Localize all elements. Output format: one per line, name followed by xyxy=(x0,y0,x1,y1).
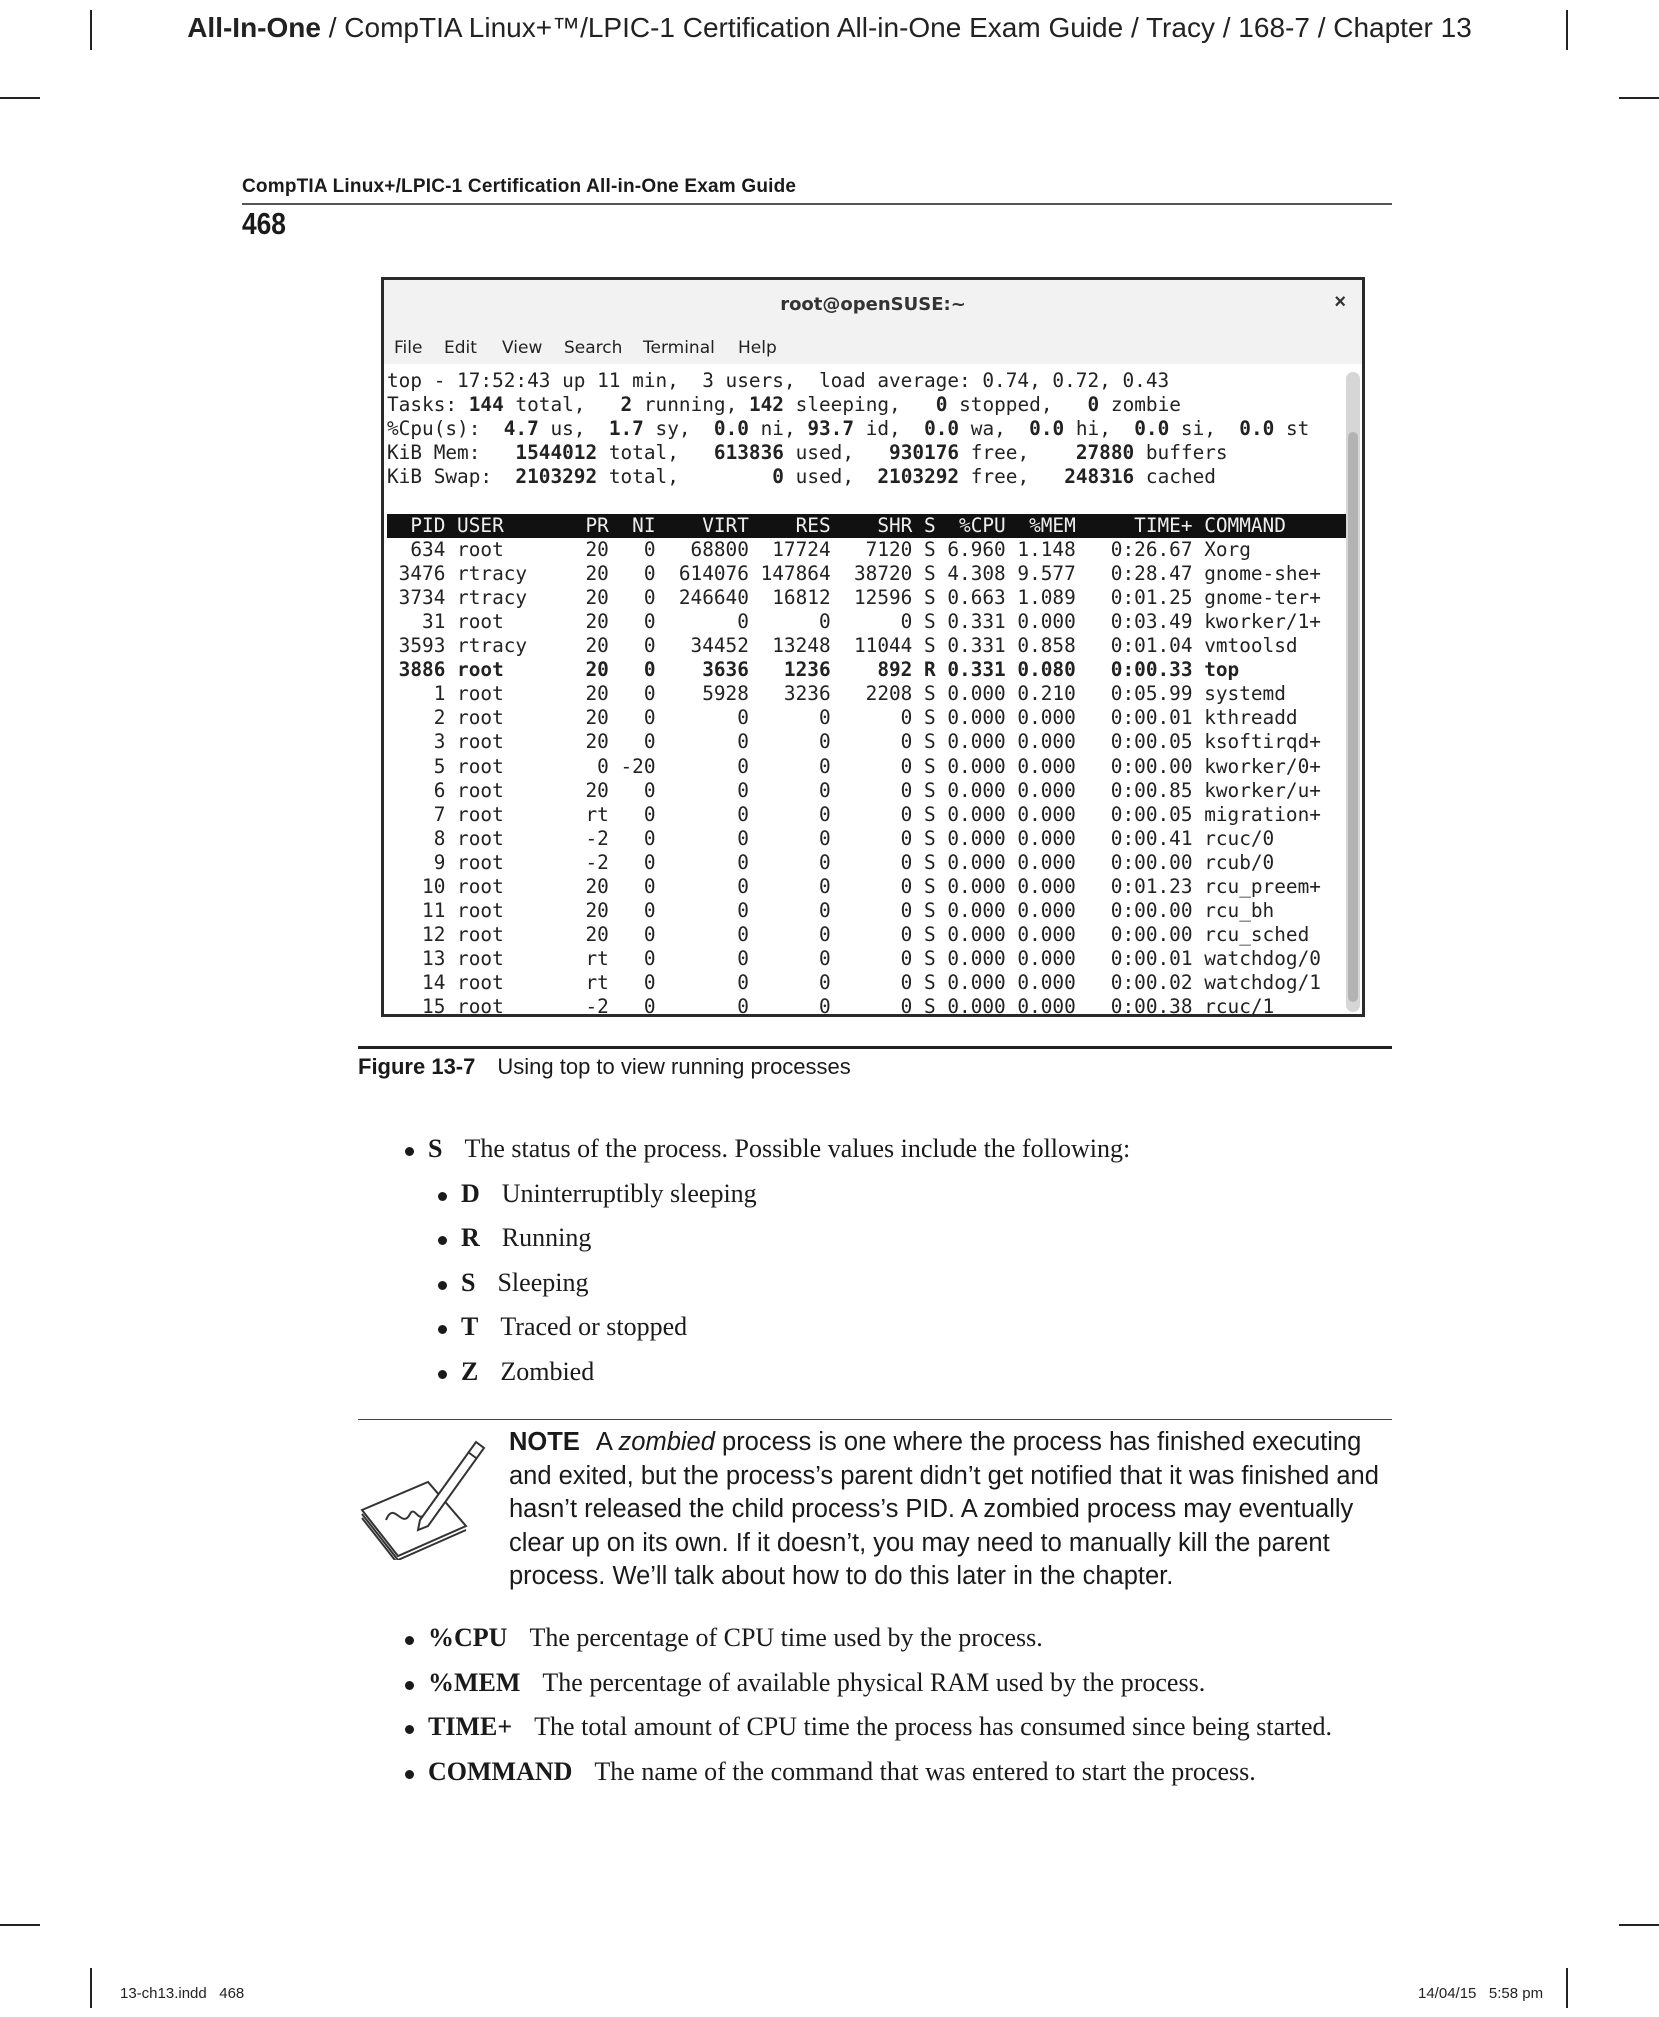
close-icon[interactable]: × xyxy=(1334,291,1346,313)
terminal-titlebar xyxy=(384,280,1362,330)
list-item xyxy=(405,1623,1043,1653)
slug-date: 14/04/15 5:58 pm xyxy=(1418,1985,1544,2002)
running-head xyxy=(0,12,1659,44)
menu-view[interactable]: View xyxy=(502,338,543,358)
process-row: 11 root 20 0 0 0 0 S 0.000 0.000 0:00.00 rcu_bh xyxy=(387,899,1333,923)
term-desc: Sleeping xyxy=(497,1268,589,1297)
list-item xyxy=(405,1757,1256,1787)
scrollbar[interactable] xyxy=(1346,372,1360,1012)
term: TIME+ xyxy=(428,1712,513,1741)
process-row: 3734 rtracy 20 0 246640 16812 12596 S 0.663 1.089 0:01.25 gnome-ter+ xyxy=(387,585,1333,609)
term: T xyxy=(461,1312,479,1341)
process-row: 2 root 20 0 0 0 0 S 0.000 0.000 0:00.01 kthreadd xyxy=(387,706,1333,730)
tasks-line: Tasks: 144 total, 2 running, 142 sleeping, 0 stopped, 0 zombie xyxy=(387,393,1181,417)
bullet-icon xyxy=(438,1236,447,1245)
process-table-header: PID USER PR NI VIRT RES SHR S %CPU %MEM TIME+ COMMAND xyxy=(387,514,1347,538)
crop-mark xyxy=(1566,1968,1568,2008)
process-row: 12 root 20 0 0 0 0 S 0.000 0.000 0:00.00 rcu_sched xyxy=(387,923,1333,947)
book-title: CompTIA Linux+/LPIC-1 Certification All-in-One Exam Guide xyxy=(242,176,797,197)
bullet-icon xyxy=(405,1770,414,1779)
term: S xyxy=(461,1268,476,1297)
process-row: 13 root rt 0 0 0 0 S 0.000 0.000 0:00.01 watchdog/0 xyxy=(387,947,1333,971)
blank-line xyxy=(387,489,1347,513)
process-row: 634 root 20 0 68800 17724 7120 S 6.960 1.148 0:26.67 Xorg xyxy=(387,537,1333,561)
crop-mark xyxy=(90,1968,92,2008)
process-row: 14 root rt 0 0 0 0 S 0.000 0.000 0:00.02 watchdog/1 xyxy=(387,971,1333,995)
term-desc: The percentage of available physical RAM used by the process. xyxy=(542,1668,1206,1697)
term-desc: Uninterruptibly sleeping xyxy=(501,1179,757,1208)
process-row: 10 root 20 0 0 0 0 S 0.000 0.000 0:01.23 rcu_preem+ xyxy=(387,874,1333,898)
scrollbar-thumb[interactable] xyxy=(1348,432,1358,1002)
process-row: 3476 rtracy 20 0 614076 147864 38720 S 4.308 9.577 0:28.47 gnome-she+ xyxy=(387,561,1333,585)
process-row: 9 root -2 0 0 0 0 S 0.000 0.000 0:00.00 rcub/0 xyxy=(387,850,1333,874)
figure-label: Figure 13-7 xyxy=(358,1054,476,1079)
process-row: 15 root -2 0 0 0 0 S 0.000 0.000 0:00.38 rcuc/1 xyxy=(387,995,1333,1019)
crop-mark xyxy=(0,97,40,99)
term: %CPU xyxy=(428,1623,508,1652)
term: R xyxy=(461,1223,480,1252)
list-item xyxy=(405,1668,1205,1698)
list-item xyxy=(438,1268,588,1298)
slug-file: 13-ch13.indd 468 xyxy=(120,1985,245,2002)
terminal-title: root@openSUSE:~ xyxy=(780,294,966,315)
process-table-body xyxy=(387,538,1347,1020)
swap-line: KiB Swap: 2103292 total, 0 used, 2103292 free, 248316 cached xyxy=(387,465,1216,489)
list-item xyxy=(405,1712,1332,1742)
menu-search[interactable]: Search xyxy=(564,338,623,358)
process-row: 8 root -2 0 0 0 0 S 0.000 0.000 0:00.41 rcuc/0 xyxy=(387,826,1333,850)
figure-caption xyxy=(358,1054,851,1080)
uptime-line: top - 17:52:43 up 11 min, 3 users, load average: 0.74, 0.72, 0.43 xyxy=(387,369,1170,392)
crop-mark xyxy=(1619,1924,1659,1926)
process-row: 3886 root 20 0 3636 1236 892 R 0.331 0.080 0:00.33 top xyxy=(387,658,1333,682)
menu-file[interactable]: File xyxy=(394,338,423,358)
note-text: NOTE A zombied process is one where the process has finished executing and exited, but the process’s parent didn’t get notified that it was finished and hasn’t released the child process’s PID. A zombied process may eventually clear up on its own. If it doesn’t, you may need to manually kill the parent process. We’ll talk about how to do this later in the chapter. xyxy=(509,1428,1379,1590)
terminal-window xyxy=(381,277,1365,1017)
term: Z xyxy=(461,1357,479,1386)
process-row: 3 root 20 0 0 0 0 S 0.000 0.000 0:00.05 ksoftirqd+ xyxy=(387,730,1333,754)
term: S xyxy=(428,1134,443,1163)
process-row: 1 root 20 0 5928 3236 2208 S 0.000 0.210 0:05.99 systemd xyxy=(387,682,1333,706)
menu-terminal[interactable]: Terminal xyxy=(643,338,715,358)
process-row: 6 root 20 0 0 0 0 S 0.000 0.000 0:00.85 kworker/u+ xyxy=(387,778,1333,802)
crop-mark xyxy=(0,1924,40,1926)
bullet-icon xyxy=(438,1281,447,1290)
note-emphasis: zombied xyxy=(618,1428,715,1456)
term-desc: Zombied xyxy=(500,1357,595,1386)
bullet-icon xyxy=(438,1325,447,1334)
page-number: 468 xyxy=(242,206,286,241)
term-desc: The percentage of CPU time used by the process. xyxy=(529,1623,1043,1652)
process-row: 3593 rtracy 20 0 34452 13248 11044 S 0.331 0.858 0:01.04 vmtoolsd xyxy=(387,634,1333,658)
cpu-line: %Cpu(s): 4.7 us, 1.7 sy, 0.0 ni, 93.7 id, 0.0 wa, 0.0 hi, 0.0 si, 0.0 st xyxy=(387,417,1310,441)
note-pad-icon xyxy=(358,1430,486,1560)
term-desc: Traced or stopped xyxy=(500,1312,688,1341)
crop-mark xyxy=(1619,97,1659,99)
term-desc: Running xyxy=(501,1223,592,1252)
menu-help[interactable]: Help xyxy=(738,338,777,358)
note-label: NOTE xyxy=(509,1428,580,1456)
bullet-icon xyxy=(405,1725,414,1734)
list-item xyxy=(438,1357,594,1387)
terminal-output xyxy=(387,369,1347,1020)
process-row: 7 root rt 0 0 0 0 S 0.000 0.000 0:00.05 migration+ xyxy=(387,802,1333,826)
figure-rule xyxy=(358,1046,1392,1049)
note-rule xyxy=(358,1419,1392,1420)
list-item xyxy=(405,1134,1130,1164)
bullet-icon xyxy=(405,1681,414,1690)
terminal-menubar xyxy=(384,330,1362,364)
list-item xyxy=(438,1223,591,1253)
term: COMMAND xyxy=(428,1757,573,1786)
term: D xyxy=(461,1179,480,1208)
bullet-icon xyxy=(438,1192,447,1201)
figure-caption-text: Using top to view running processes xyxy=(497,1054,851,1079)
term: %MEM xyxy=(428,1668,521,1697)
process-row: 31 root 20 0 0 0 0 S 0.331 0.000 0:03.49 kworker/1+ xyxy=(387,609,1333,633)
header-rule xyxy=(242,203,1392,205)
bullet-icon xyxy=(405,1147,414,1156)
list-item xyxy=(438,1312,687,1342)
bullet-icon xyxy=(405,1636,414,1645)
running-head-rest: / CompTIA Linux+™/LPIC-1 Certification All-in-One Exam Guide / Tracy / 168-7 / Chapter 13 xyxy=(320,12,1472,43)
list-item xyxy=(438,1179,757,1209)
term-desc: The status of the process. Possible values include the following: xyxy=(464,1134,1131,1163)
mem-line: KiB Mem: 1544012 total, 613836 used, 930176 free, 27880 buffers xyxy=(387,441,1228,465)
term-desc: The name of the command that was entered to start the process. xyxy=(594,1757,1256,1786)
bullet-icon xyxy=(438,1370,447,1379)
term-desc: The total amount of CPU time the process has consumed since being started. xyxy=(534,1712,1333,1741)
series-name: All-In-One xyxy=(187,12,321,43)
process-row: 5 root 0 -20 0 0 0 S 0.000 0.000 0:00.00 kworker/0+ xyxy=(387,754,1333,778)
menu-edit[interactable]: Edit xyxy=(444,338,477,358)
